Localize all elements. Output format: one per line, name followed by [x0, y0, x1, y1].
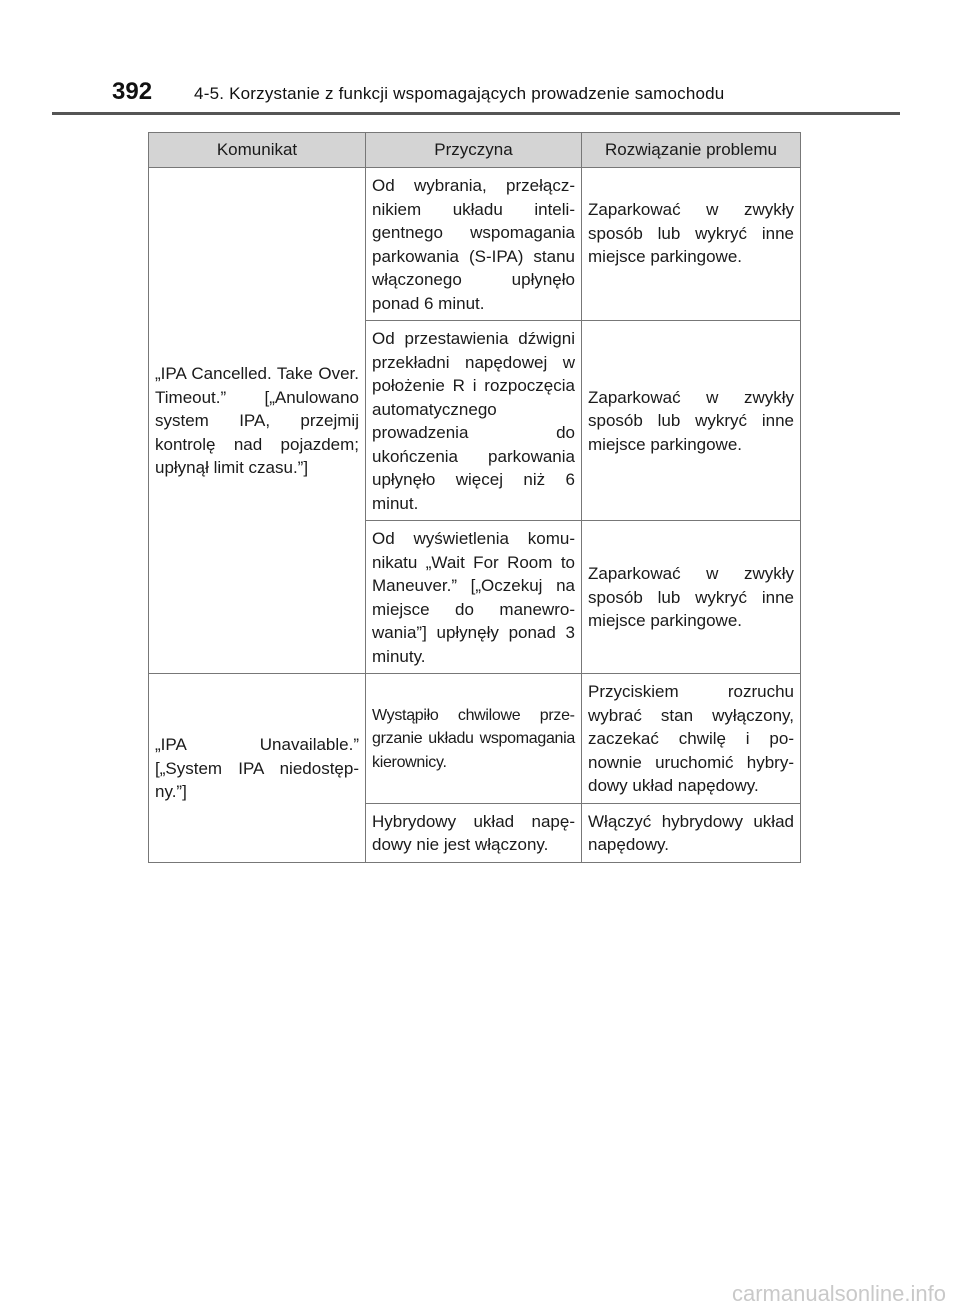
header-rule [52, 112, 900, 115]
page-header [112, 78, 902, 112]
solution-cell: Włączyć hybrydowy układ napędowy. [582, 803, 801, 862]
column-header-message: Komunikat [149, 133, 366, 168]
cause-cell: Od wyświetlenia komunikatu „Wait For Room to Maneuver.” [„Oczekuj na miejsce do manewrowania”] upłynęły ponad 3 minuty. [366, 521, 582, 674]
cause-cell: Hybrydowy układ napędowy nie jest włączony. [366, 803, 582, 862]
cause-cell: Wystąpiło chwilowe przegrzanie układu wspomagania kierownicy. [366, 674, 582, 804]
table-header-row [149, 133, 801, 168]
cause-cell: Od przestawienia dźwigni przekładni napędowej w położenie R i rozpoczęcia automatycznego prowadzenia do ukończenia parkowania upłynęło więcej niż 6 minut. [366, 321, 582, 521]
message-cell: „IPA Unavailable.” [„System IPA niedostępny.”] [149, 674, 366, 863]
column-header-solution: Rozwiązanie problemu [582, 133, 801, 168]
cause-cell: Od wybrania, przełącznikiem układu inteligentnego wspomagania parkowania (S-IPA) stanu włączonego upłynęło ponad 6 minut. [366, 168, 582, 321]
solution-cell: Zaparkować w zwykły sposób lub wykryć inne miejsce parkingowe. [582, 321, 801, 521]
watermark: carmanualsonline.info [731, 1281, 946, 1306]
solution-cell: Przyciskiem rozruchu wybrać stan wyłączony, zaczekać chwilę i ponownie uruchomić hybrydowy układ napędowy. [582, 674, 801, 804]
column-header-cause: Przyczyna [366, 133, 582, 168]
solution-cell: Zaparkować w zwykły sposób lub wykryć inne miejsce parkingowe. [582, 521, 801, 674]
message-cell: „IPA Cancelled. Take Over. Timeout.” [„Anulowano system IPA, przejmij kontrolę nad pojazdem; upłynął limit czasu.”] [149, 168, 366, 674]
solution-cell: Zaparkować w zwykły sposób lub wykryć inne miejsce parkingowe. [582, 168, 801, 321]
message-table [148, 132, 801, 863]
table-row [149, 168, 801, 321]
section-title: 4-5. Korzystanie z funkcji wspomagających prowadzenie samochodu [194, 84, 725, 103]
page-number: 392 [112, 78, 153, 105]
table-row [149, 674, 801, 804]
